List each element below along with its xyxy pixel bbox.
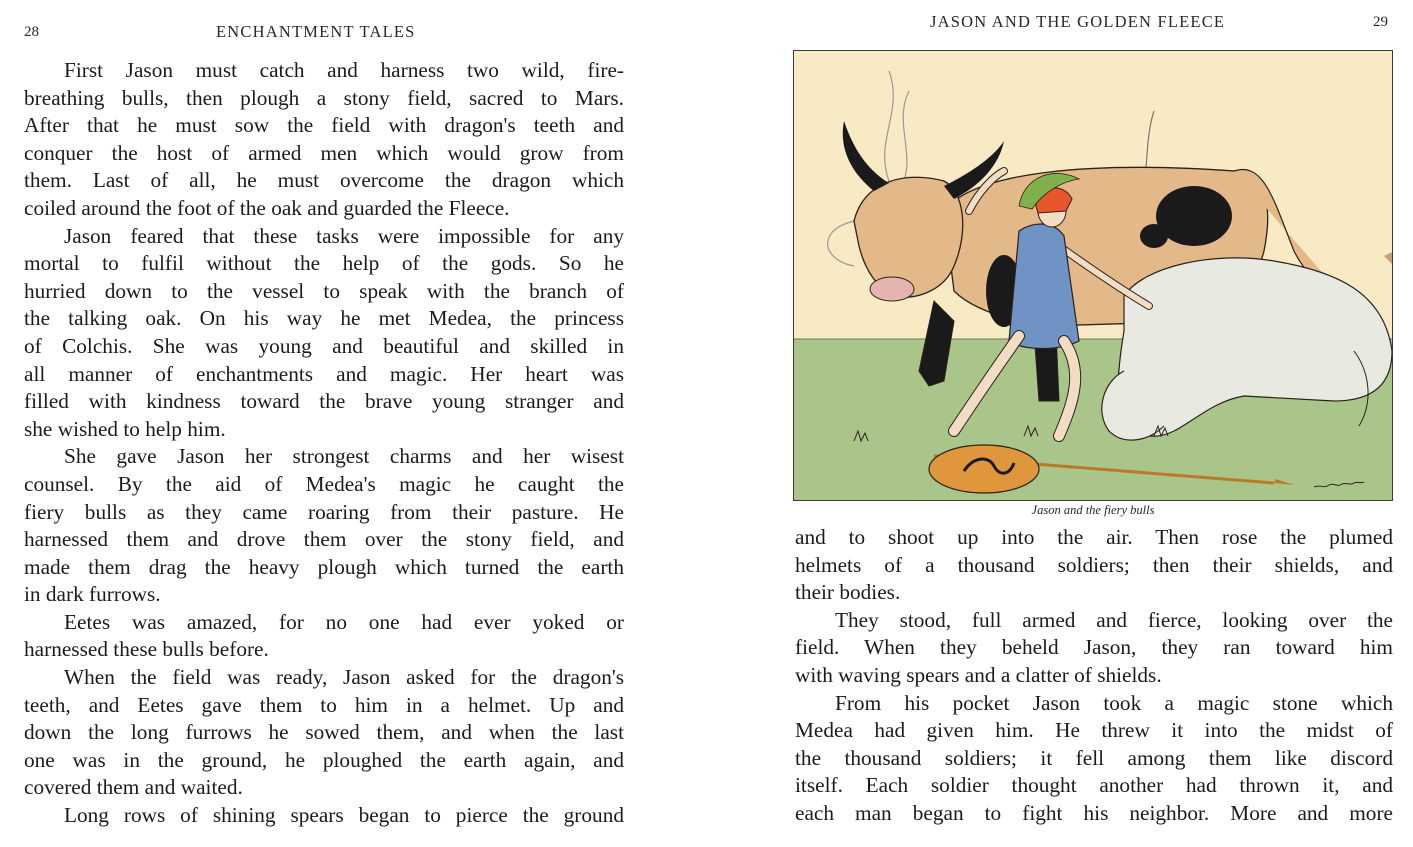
text-line: When the field was ready, Jason asked for the dragon's [64, 665, 624, 690]
body-text [24, 57, 624, 830]
text-line: She gave Jason her strongest charms and her wisest [64, 444, 624, 469]
text-line: of Colchis. She was young and beautiful and skilled in [24, 333, 624, 358]
text-line: and to shoot up into the air. Then rose the plumed [795, 525, 1393, 549]
text-line: each man began to fight his neighbor. More and more [795, 800, 1393, 825]
right-page [706, 0, 1413, 847]
text-line: them. Last of all, he must overcome the dragon which [24, 168, 624, 193]
running-head: ENCHANTMENT TALES [216, 22, 416, 41]
illustration-jason-and-bulls [793, 50, 1393, 501]
text-line: hurried down to the vessel to speak with the branch of [24, 278, 624, 303]
left-page [0, 0, 660, 847]
text-line: one was in the ground, he ploughed the earth again, and [24, 747, 624, 772]
text-line: conquer the host of armed men which would grow from [24, 140, 624, 165]
text-line: all manner of enchantments and magic. Her heart was [24, 361, 624, 386]
text-line: Eetes was amazed, for no one had ever yoked or [64, 609, 624, 634]
text-line: field. When they beheld Jason, they ran toward him [795, 635, 1393, 660]
text-line: in dark furrows. [24, 582, 161, 607]
text-line: They stood, full armed and fierce, looking over the [835, 607, 1393, 632]
text-line: Long rows of shining spears began to pierce the ground [64, 803, 624, 828]
text-line: After that he must sow the field with dragon's teeth and [24, 113, 624, 138]
text-line: their bodies. [795, 580, 901, 605]
text-line: with waving spears and a clatter of shields. [795, 662, 1162, 687]
text-line: breathing bulls, then plough a stony field, sacred to Mars. [24, 85, 624, 110]
page-number: 28 [24, 24, 39, 40]
text-line: coiled around the foot of the oak and guarded the Fleece. [24, 195, 510, 220]
text-line: made them drag the heavy plough which turned the earth [24, 554, 624, 579]
page-number: 29 [1373, 14, 1388, 30]
text-line: she wished to help him. [24, 416, 226, 441]
text-line: fiery bulls as they came roaring from their pasture. He [24, 499, 624, 524]
text-line: From his pocket Jason took a magic stone which [835, 690, 1393, 715]
text-line: counsel. By the aid of Medea's magic he caught the [24, 471, 624, 496]
text-line: the thousand soldiers; it fell among them like discord [795, 745, 1393, 770]
text-line: harnessed these bulls before. [24, 637, 269, 662]
text-line: mortal to fulfil without the help of the gods. So he [24, 251, 624, 276]
text-line: the talking oak. On his way he met Medea, the princess [24, 306, 624, 331]
text-line: harnessed them and drove them over the stony field, and [24, 527, 624, 552]
text-line: covered them and waited. [24, 775, 243, 800]
text-line: teeth, and Eetes gave them to him in a helmet. Up and [24, 692, 624, 717]
text-line: Jason feared that these tasks were impossible for any [64, 223, 624, 248]
text-line: helmets of a thousand soldiers; then their shields, and [795, 552, 1393, 577]
illustration-caption: Jason and the fiery bulls [1031, 503, 1155, 517]
running-head: JASON AND THE GOLDEN FLEECE [930, 12, 1226, 31]
text-line: First Jason must catch and harness two wild, fire- [64, 58, 624, 82]
text-line: itself. Each soldier thought another had thrown it, and [795, 773, 1393, 798]
text-line: down the long furrows he sowed them, and when the last [24, 720, 624, 745]
body-text [795, 524, 1393, 828]
text-line: Medea had given him. He threw it into the midst of [795, 718, 1393, 743]
text-line: filled with kindness toward the brave young stranger and [24, 389, 624, 414]
